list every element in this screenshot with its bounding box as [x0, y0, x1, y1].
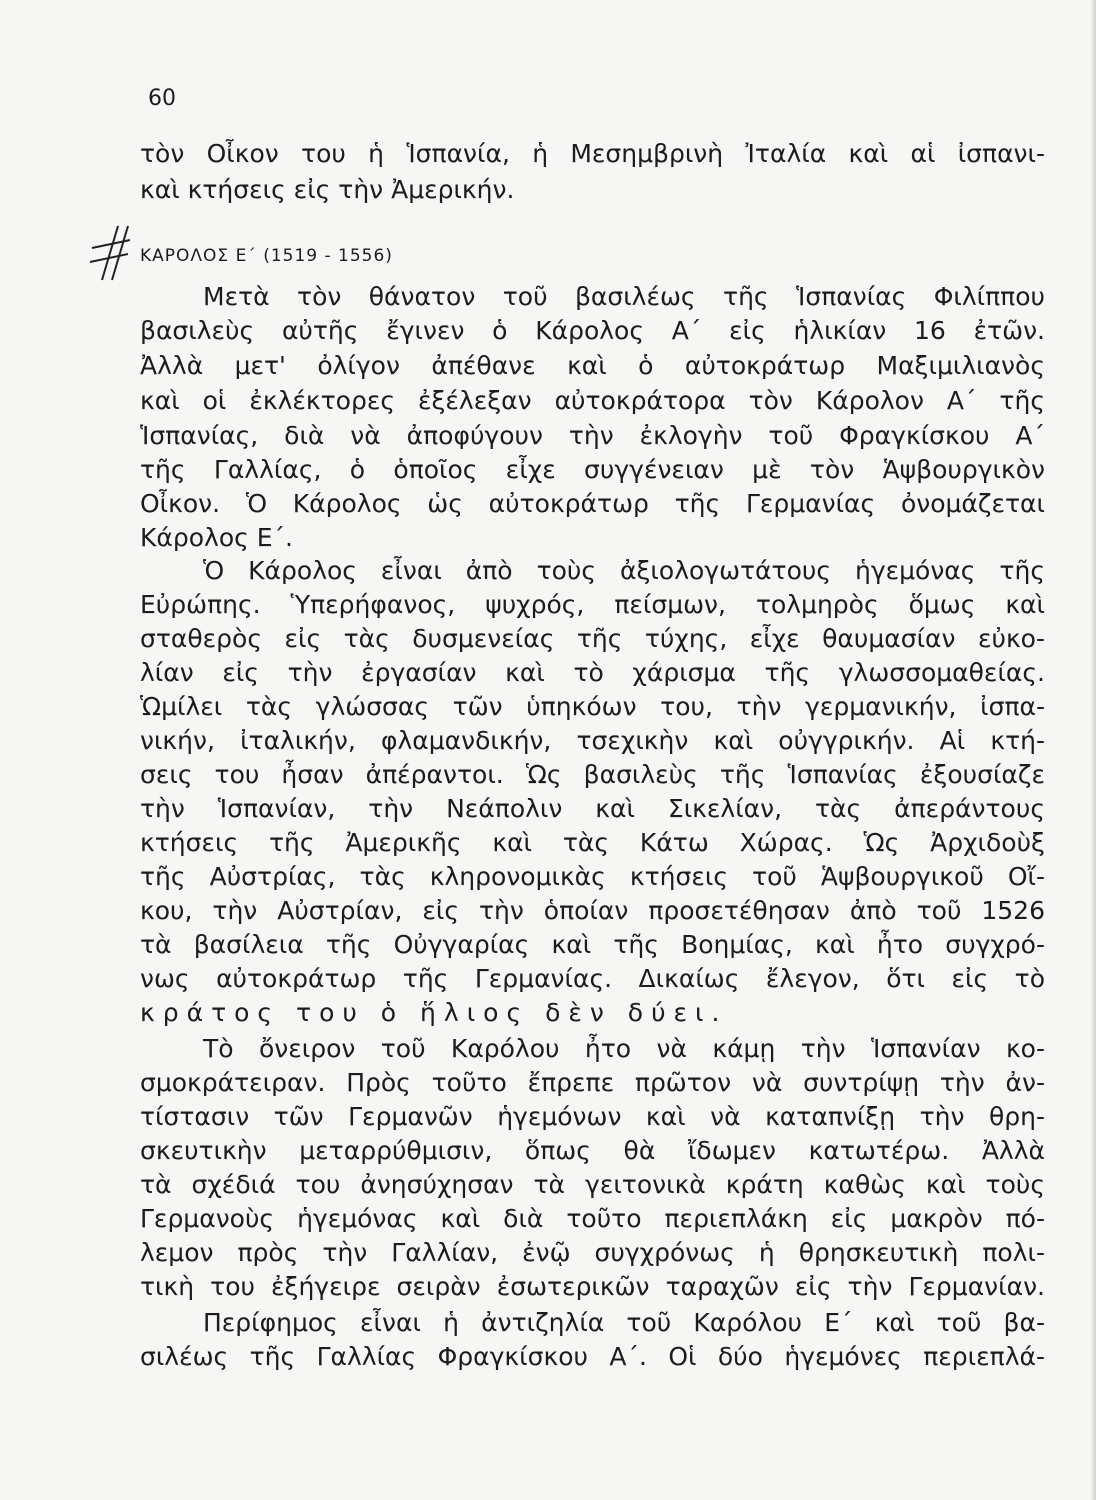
paragraph-first-line: Περίφημος εἶναι ἡ ἀντιζηλία τοῦ Καρόλου Ε΄ καὶ τοῦ βα- [203, 1308, 1045, 1337]
text-line: λίαν εἰς τὴν ἐργασίαν καὶ τὸ χάρισμα τῆς γλωσσομαθείας. [140, 658, 1045, 687]
text-line: σταθερὸς εἰς τὰς δυσμενείας τῆς τύχης, εἶχε θαυμασίαν εὐκο- [140, 624, 1045, 653]
page-edge-shadow [1090, 0, 1096, 1500]
text-line: σιλέως τῆς Γαλλίας Φραγκίσκου Α΄. Οἱ δύο ἡγεμόνες περιεπλά- [140, 1342, 1045, 1371]
text-line: Οἶκον. Ὁ Κάρολος ὡς αὐτοκράτωρ τῆς Γερμανίας ὀνομάζεται [140, 489, 1045, 518]
text-line: καὶ κτήσεις εἰς τὴν Ἀμερικήν. [140, 175, 515, 204]
text-line: Ὡμίλει τὰς γλώσσας τῶν ὑπηκόων του, τὴν γερμανικήν, ἰσπα- [140, 692, 1045, 721]
paragraph-first-line: Ὁ Κάρολος εἶναι ἀπὸ τοὺς ἀξιολογωτάτους ἡγεμόνας τῆς [203, 556, 1045, 585]
paragraph-first-line: Μετὰ τὸν θάνατον τοῦ βασιλέως τῆς Ἱσπανίας Φιλίππου [203, 282, 1045, 311]
text-line: Ἀλλὰ μετ' ὀλίγον ἀπέθανε καὶ ὁ αὐτοκράτωρ Μαξιμιλιανὸς [140, 351, 1045, 380]
text-line: νικήν, ἰταλικήν, φλαμανδικήν, τσεχικὴν καὶ οὐγγρικήν. Αἱ κτή- [140, 726, 1045, 755]
text-line: Ἱσπανίας, διὰ νὰ ἀποφύγουν τὴν ἐκλογὴν τοῦ Φραγκίσκου Α΄ [140, 421, 1045, 450]
text-line: λεμον πρὸς τὴν Γαλλίαν, ἐνῷ συγχρόνως ἡ θρησκευτικὴ πολι- [140, 1238, 1045, 1267]
text-line-spaced: κράτος του ὁ ἥλιος δὲν δύει. [140, 998, 728, 1027]
text-line: τῆς Αὐστρίας, τὰς κληρονομικὰς κτήσεις τοῦ Ἁψβουργικοῦ Οἴ- [140, 862, 1045, 891]
text-line: τῆς Γαλλίας, ὁ ὁποῖος εἶχε συγγένειαν μὲ τὸν Ἁψβουργικὸν [140, 455, 1045, 484]
text-line: κου, τὴν Αὐστρίαν, εἰς τὴν ὁποίαν προσετέθησαν ἀπὸ τοῦ 1526 [140, 896, 1045, 925]
text-line: βασιλεὺς αὐτῆς ἔγινεν ὁ Κάρολος Α΄ εἰς ἡλικίαν 16 ἐτῶν. [140, 316, 1045, 345]
paragraph-first-line: Τὸ ὄνειρον τοῦ Καρόλου ἦτο νὰ κάμῃ τὴν Ἱσπανίαν κο- [203, 1034, 1045, 1063]
handwritten-hash-mark-icon [88, 222, 130, 282]
text-line: τίστασιν τῶν Γερμανῶν ἡγεμόνων καὶ νὰ καταπνίξῃ τὴν θρη- [140, 1102, 1045, 1131]
text-line: νως αὐτοκράτωρ τῆς Γερμανίας. Δικαίως ἔλεγον, ὅτι εἰς τὸ [140, 964, 1045, 993]
text-line: καὶ οἱ ἐκλέκτορες ἐξέλεξαν αὐτοκράτορα τὸν Κάρολον Α΄ τῆς [140, 386, 1045, 415]
text-line: τὰ βασίλεια τῆς Οὐγγαρίας καὶ τῆς Βοημίας, καὶ ἦτο συγχρό- [140, 930, 1045, 959]
section-heading: ΚΑΡΟΛΟΣ Ε΄ (1519 - 1556) [140, 246, 393, 266]
text-line: σμοκράτειραν. Πρὸς τοῦτο ἔπρεπε πρῶτον νὰ συντρίψῃ τὴν ἀν- [140, 1068, 1045, 1097]
text-line: κτήσεις τῆς Ἀμερικῆς καὶ τὰς Κάτω Χώρας. Ὡς Ἀρχιδοὺξ [140, 828, 1045, 857]
text-line: τὰ σχέδιά του ἀνησύχησαν τὰ γειτονικὰ κράτη καθὼς καὶ τοὺς [140, 1170, 1045, 1199]
text-line: τὸν Οἶκον του ἡ Ἱσπανία, ἡ Μεσημβρινὴ Ἰταλία καὶ αἱ ἰσπανι- [140, 139, 1045, 168]
text-line: τικὴ του ἐξήγειρε σειρὰν ἐσωτερικῶν ταραχῶν εἰς τὴν Γερμανίαν. [140, 1272, 1045, 1301]
text-line: Γερμανοὺς ἡγεμόνας καὶ διὰ τοῦτο περιεπλάκη εἰς μακρὸν πό- [140, 1204, 1045, 1233]
page-number: 60 [148, 86, 176, 111]
text-line: τὴν Ἱσπανίαν, τὴν Νεάπολιν καὶ Σικελίαν, τὰς ἀπεράντους [140, 794, 1045, 823]
text-line: Κάρολος Ε΄. [140, 523, 293, 552]
text-line: Εὐρώπης. Ὑπερήφανος, ψυχρός, πείσμων, τολμηρὸς ὅμως καὶ [140, 590, 1045, 619]
text-line: σκευτικὴν μεταρρύθμισιν, ὅπως θὰ ἴδωμεν κατωτέρω. Ἀλλὰ [140, 1136, 1045, 1165]
text-line: σεις του ἦσαν ἀπέραντοι. Ὡς βασιλεὺς τῆς Ἱσπανίας ἐξουσίαζε [140, 760, 1045, 789]
